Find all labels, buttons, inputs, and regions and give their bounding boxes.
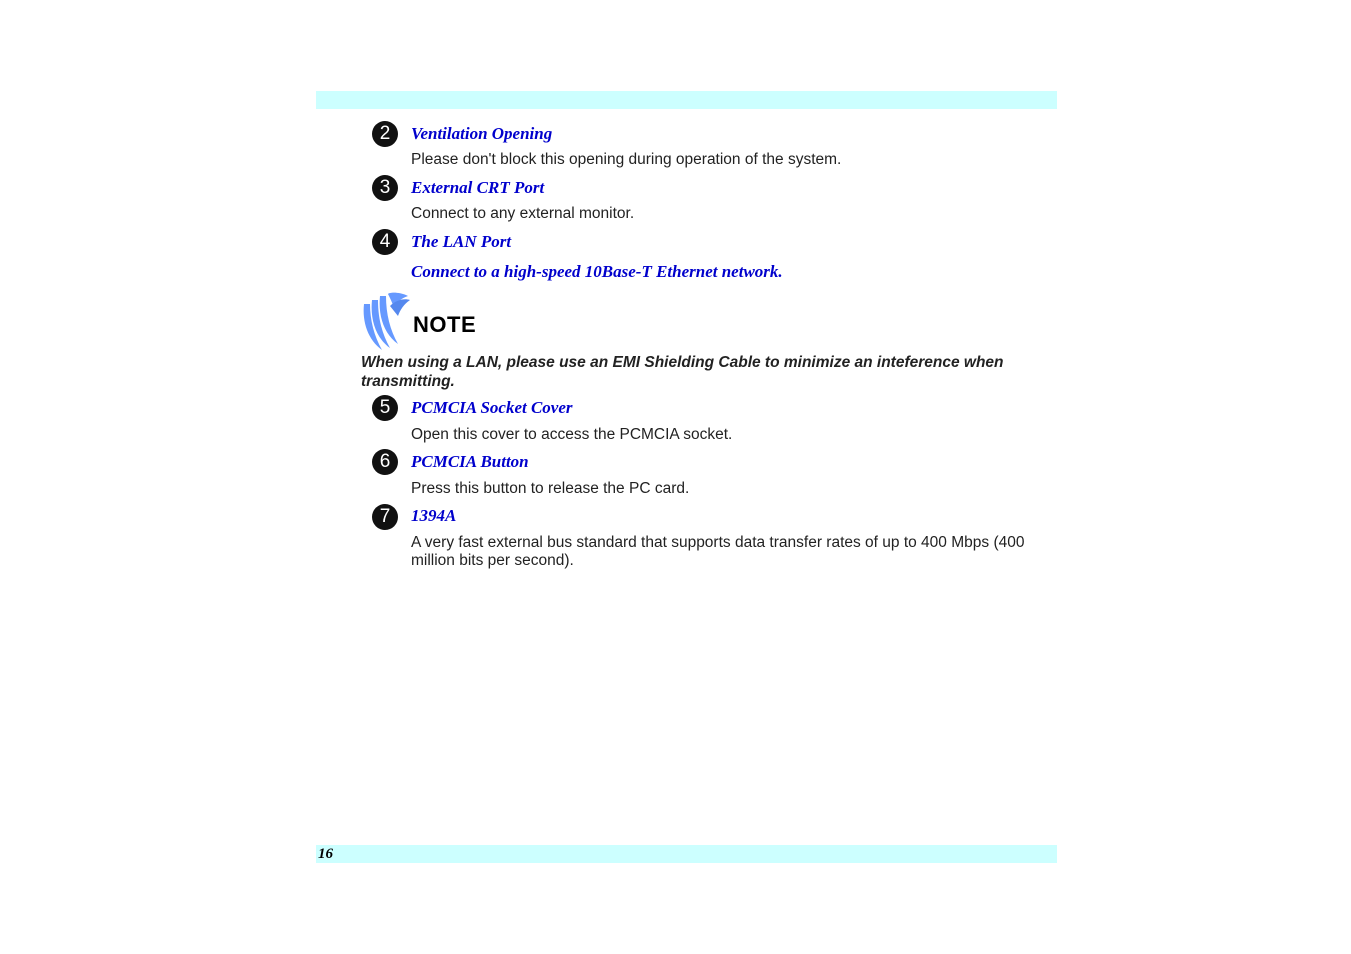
- note-text: When using a LAN, please use an EMI Shielding Cable to minimize an inteference when transmitting.: [361, 354, 1004, 390]
- note-label: NOTE: [413, 312, 477, 337]
- item-title-1394a: 1394A: [411, 506, 457, 525]
- item-number-badge: 5: [372, 395, 398, 421]
- page-number: 16: [318, 846, 333, 862]
- footer-band: [316, 845, 1057, 863]
- item-description: A very fast external bus standard that supports data transfer rates of up to 400 Mbps (400 million bits per second).: [411, 534, 1025, 569]
- item-title-ventilation-opening: Ventilation Opening: [411, 124, 553, 143]
- item-number-badge: 6: [372, 449, 398, 475]
- item-title-external-crt-port: External CRT Port: [411, 178, 545, 197]
- item-subtitle-lan-port: Connect to a high-speed 10Base-T Ethernet network.: [411, 262, 783, 281]
- item-number-badge: 3: [372, 175, 398, 201]
- header-band: [316, 91, 1057, 109]
- item-title-pcmcia-button: PCMCIA Button: [411, 452, 529, 471]
- item-number-badge: 7: [372, 504, 398, 530]
- item-description: Open this cover to access the PCMCIA socket.: [411, 426, 733, 443]
- item-description: Press this button to release the PC card.: [411, 480, 690, 497]
- note-hand-icon: [360, 292, 412, 352]
- item-number-badge: 4: [372, 229, 398, 255]
- item-title-lan-port: The LAN Port: [411, 232, 512, 251]
- item-title-pcmcia-socket-cover: PCMCIA Socket Cover: [411, 398, 573, 417]
- item-description: Connect to any external monitor.: [411, 205, 635, 222]
- item-description: Please don't block this opening during operation of the system.: [411, 151, 842, 168]
- item-number-badge: 2: [372, 121, 398, 147]
